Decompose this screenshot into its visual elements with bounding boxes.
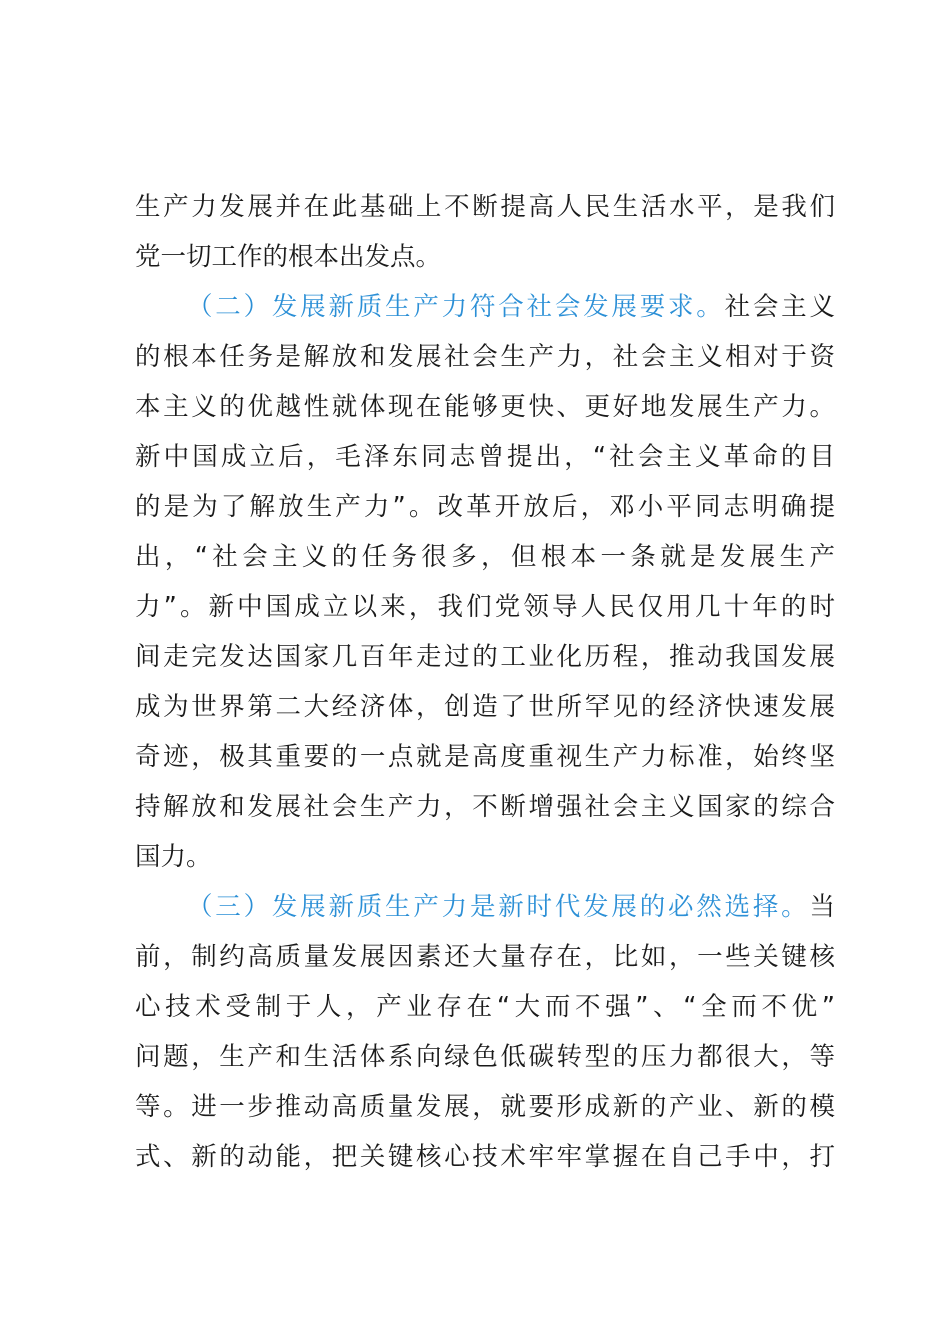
body-text-line: 的是为了解放生产力”。改革开放后，邓小平同志明确提: [135, 492, 835, 522]
section-2-first-line: [187, 287, 835, 327]
body-text-line: 党一切工作的根本出发点。: [135, 242, 442, 272]
body-text-line: 式、新的动能，把关键核心技术牢牢掌握在自己手中，打: [135, 1142, 835, 1172]
body-text-line: 间走完发达国家几百年走过的工业化历程，推动我国发展: [135, 642, 835, 672]
body-text-line: 心技术受制于人，产业存在“大而不强”、“全而不优”: [135, 992, 835, 1022]
body-text-span: 社会主义: [724, 292, 835, 322]
body-text-line: 前，制约高质量发展因素还大量存在，比如，一些关键核: [135, 942, 835, 972]
body-text-line: 成为世界第二大经济体，创造了世所罕见的经济快速发展: [135, 692, 835, 722]
section-3-heading: （三）发展新质生产力是新时代发展的必然选择。: [187, 892, 810, 922]
body-text-line: 国力。: [135, 842, 212, 872]
body-text-line: 力”。新中国成立以来，我们党领导人民仅用几十年的时: [135, 592, 835, 622]
section-3-first-line: [187, 887, 835, 927]
section-2-heading: （二）发展新质生产力符合社会发展要求。: [187, 292, 725, 322]
body-text-line: 奇迹，极其重要的一点就是高度重视生产力标准，始终坚: [135, 742, 835, 772]
body-text-line: 新中国成立后，毛泽东同志曾提出，“社会主义革命的目: [135, 442, 835, 472]
body-text-line: 的根本任务是解放和发展社会生产力，社会主义相对于资: [135, 342, 835, 372]
body-text-line: 问题，生产和生活体系向绿色低碳转型的压力都很大，等: [135, 1042, 835, 1072]
body-text-span: 当: [809, 892, 835, 922]
body-text-line: 持解放和发展社会生产力，不断增强社会主义国家的综合: [135, 792, 835, 822]
body-text-line: 等。进一步推动高质量发展，就要形成新的产业、新的模: [135, 1092, 835, 1122]
body-text-line: 出，“社会主义的任务很多，但根本一条就是发展生产: [135, 542, 835, 572]
body-text-line: 本主义的优越性就体现在能够更快、更好地发展生产力。: [135, 392, 835, 422]
body-text-line: 生产力发展并在此基础上不断提高人民生活水平，是我们: [135, 192, 835, 222]
